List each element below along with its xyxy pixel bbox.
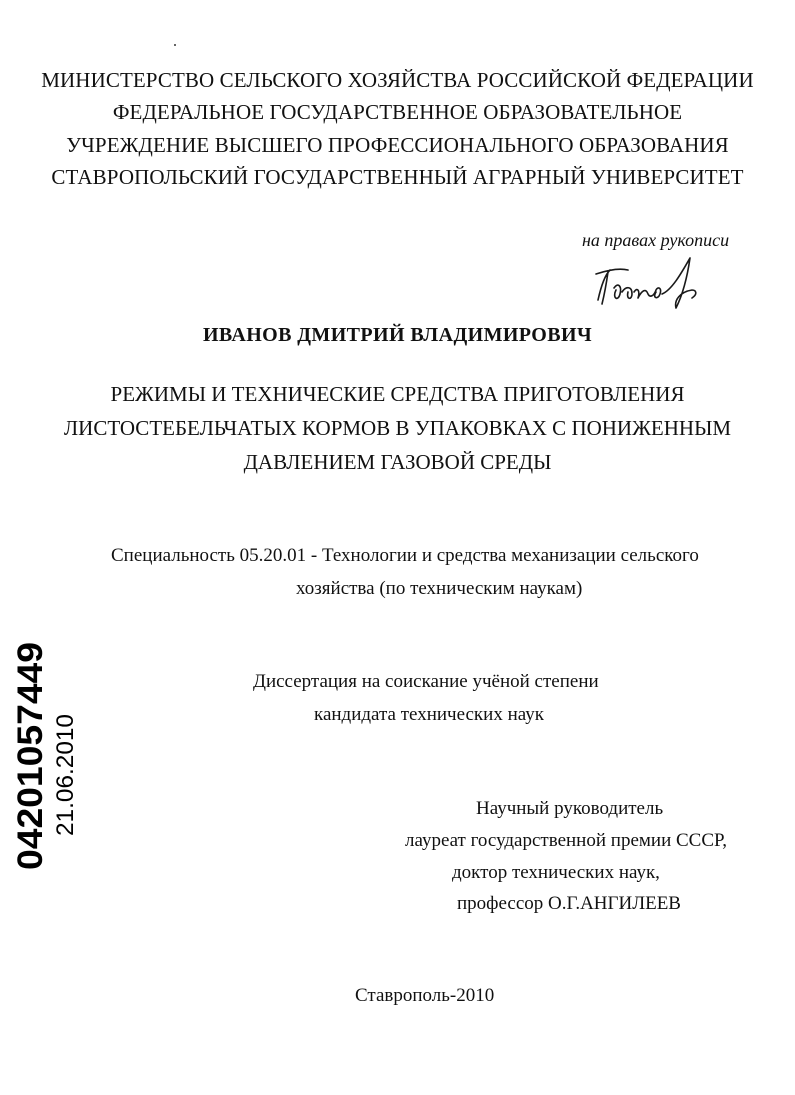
header-line-4: СТАВРОПОЛЬСКИЙ ГОСУДАРСТВЕННЫЙ АГРАРНЫЙ УНИВЕРСИТЕТ — [51, 165, 744, 189]
author-name: ИВАНОВ ДМИТРИЙ ВЛАДИМИРОВИЧ — [202, 324, 593, 346]
dissertation-line-1: Диссертация на соискание учёной степени — [253, 671, 599, 692]
stamp-number: 04201057449 — [11, 655, 50, 870]
manuscript-note: на правах рукописи — [582, 230, 730, 250]
signature-image — [592, 252, 712, 316]
specialty-line-1: Специальность 05.20.01 - Технологии и средства механизации сельского — [111, 545, 699, 566]
title-line-3: ДАВЛЕНИЕМ ГАЗОВОЙ СРЕДЫ — [243, 450, 552, 474]
advisor-name: профессор О.Г.АНГИЛЕЕВ — [457, 893, 681, 914]
title-line-2: ЛИСТОСТЕБЕЛЬЧАТЫХ КОРМОВ В УПАКОВКАХ С ПОНИЖЕННЫМ — [63, 416, 732, 440]
title-line-1: РЕЖИМЫ И ТЕХНИЧЕСКИЕ СРЕДСТВА ПРИГОТОВЛЕНИЯ — [110, 382, 685, 406]
advisor-award: лауреат государственной премии СССР, — [405, 830, 727, 851]
header-line-3: УЧРЕЖДЕНИЕ ВЫСШЕГО ПРОФЕССИОНАЛЬНОГО ОБРАЗОВАНИЯ — [66, 133, 729, 157]
dissertation-line-2: кандидата технических наук — [314, 704, 544, 725]
specialty-line-2: хозяйства (по техническим наукам) — [296, 578, 583, 599]
header-line-2: ФЕДЕРАЛЬНОЕ ГОСУДАРСТВЕННОЕ ОБРАЗОВАТЕЛЬНОЕ — [112, 100, 683, 124]
advisor-role: Научный руководитель — [476, 798, 664, 819]
city-year: Ставрополь-2010 — [355, 985, 495, 1006]
header-line-1: МИНИСТЕРСТВО СЕЛЬСКОГО ХОЗЯЙСТВА РОССИЙСКОЙ ФЕДЕРАЦИИ — [41, 68, 754, 92]
advisor-degree: доктор технических наук, — [452, 862, 660, 883]
stamp-date: 21.06.2010 — [52, 715, 79, 836]
scan-speck — [174, 44, 176, 46]
